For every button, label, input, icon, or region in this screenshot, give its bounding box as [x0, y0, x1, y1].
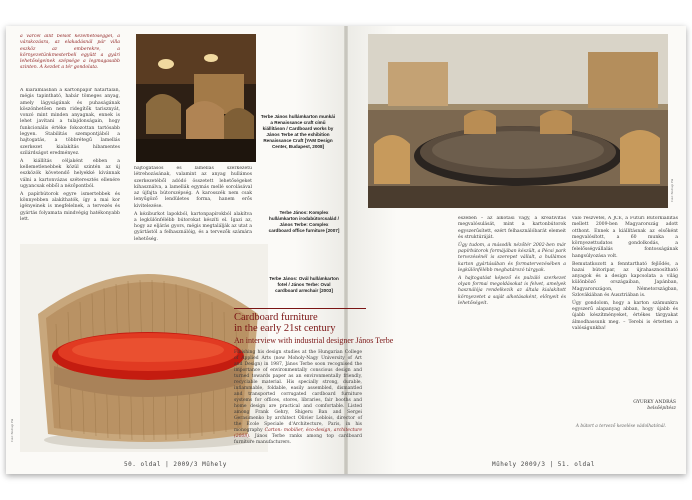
photo-cafe-illustration: [136, 34, 256, 162]
photo-cardboard-office: [368, 34, 668, 208]
left-col2-p2: A kéziburkot lapokból, kartonpapírokból alakítva a legkülönfélébb bútorokat készíti el. Igazi az, hogy az eljárás gyors, mégis megtalálják az utat a gyártástól a felhasználóig, és a tervezők számára lehetőség.: [134, 211, 252, 242]
left-folio: 50. oldal | 2009/3 Műhely: [124, 461, 227, 468]
article-intro-text-b: . János Terbe ranks among top cardboard furniture manufacturers.: [234, 434, 362, 445]
middle-photo-caption: Terbe János: Komplex hullámkarton irodabútorcsalád / János Terbe: Complex cardboard office furniture [2007]: [268, 210, 340, 233]
article-intro-book-title: Carton: mobilier, éco-design, architecture (2008): [234, 428, 362, 439]
article-title-line-1: Cardboard furniture: [234, 312, 318, 323]
article-title-line-2: in the early 21st century: [234, 323, 336, 334]
left-col1-p1: A kiáramlásban a kartonpapír határtalan, mégis tapintható, habár tömeges anyag, amely lágyságának és puhaságának köszönhetően nem ridegítők tarisznyát, vonzó mint minden anyagnak, ennek is lehet javítani a tulajdonságain, hogy funkcionális értéke fokozottan tartósabb legyen. Stabilitás szempontjából a hajtogatás, a többrétegű lamellás szerkezet kialakítás hibamentes szilárdságot eredményez.: [20, 88, 120, 156]
right-col3-p2: Úgy tudom, a második nézőtér 2002-ben már papírbútorok formájában készült, a Pécsi park tervezésénél is szerepet vállalt, a hullámos karton gyártásában és formatervezésében a legkülönfélébb meghatározó tárgyak.: [458, 242, 566, 273]
right-col4-p2: Bemutatkozott a fenntartható fejlődés, a hazai bútoripar, az újrahasznosítható anyagok és a design kapcsolata a világ különböző országaiban, Japánban, Magyarországon, Németországban, Szlovákiában és Ausztriában is.: [572, 261, 678, 299]
right-col3-p3: A hajtogatást képező és pulzáló szerkezet olyan formai megoldásokat is felvet, amelyek használója rendelkezik az általa kialakított környezetet a saját alkotásaként, előnyeit és lehetőségeit.: [458, 275, 566, 306]
right-column-3: [458, 216, 566, 312]
article-intro: [234, 350, 362, 446]
photo-oval-armchair: [20, 244, 268, 452]
top-photo-caption: Terbe János hullámkarton munkái a Renaissance craft című kiállításon / Cardboard works by János Terbe at the exhibition Renaissance Craft [YAM Design Center, Budapest, 2008]: [260, 114, 336, 149]
article-subtitle: An interview with industrial designer János Terbe: [234, 336, 394, 345]
author-signature: [566, 400, 676, 412]
right-folio: Műhely 2009/3 | 51. oldal: [492, 461, 595, 468]
lead-paragraph-column: [20, 34, 120, 86]
left-photo-credit: Fotó: Bodrogi Pál: [10, 418, 14, 442]
right-photo-credit: Fotó: Bodrogi Pál: [670, 178, 674, 202]
article-footnote: A bútort a tervező kezelése vádolhatónál.: [575, 424, 667, 429]
office-illustration: [368, 34, 668, 208]
bottom-photo-caption: Terbe János: Ovál hullámkarton fotel / János Terbe: Oval cardboard armchair [2003]: [269, 276, 339, 293]
magazine-spread: [6, 26, 686, 474]
photo-cardboard-cafe: [136, 34, 256, 162]
left-col1-p2: A kiállítás céljaként ebben a kellemetlenebbek közül szintén az új eszközök követendő helyekké kívánnak válni a kartonvázas széteresztés ellenére ugyancsak ebből a nézőpontból.: [20, 158, 120, 189]
right-col3-p1: eszében – az alkotási vágy, a kreativitás megvalósulását, mint a kartonbútorok egyszerűsített, ezért felhasználóbarát elemeit és struktúráját.: [458, 216, 566, 240]
left-col1-p3: A papírbútorok egyre ismertebbek és könnyebben alakíthatók, így a mai kor igényeinek is megfelelnek, a tervezés és gyártás folyamata mindvégig hatékonyabb lett.: [20, 191, 120, 222]
left-column-2: [134, 166, 252, 242]
armchair-illustration: [20, 244, 268, 452]
article-title: [234, 312, 335, 334]
article-intro-text-a: Finishing his design studies at the Hungarian College of Applied Arts (now Moholy-Nagy University of Art and Design) in 1987, János Terbe soon recognised the importance of environmentally conscious design and turned towards paper as an environmentally friendly, recyclable material. His specially strong, durable, inflammable, foldable, easily assembled, dismantled and transported corrugated cardboard furniture systems for offices, stores, libraries, fair booths and home design are practical and comfortable. Listed among Frank Gehry, Shigeru Ban and Sergei Gerasimenko by architect Olivier Leblois, director of the Ecole Speciale d'Architecture, Paris, in his monography: [234, 350, 362, 433]
right-column-4: [572, 216, 678, 400]
right-col4-p3: Úgy gondolom, hogy a karton számunkra egyszerű alapanyag abban, hogy újabb és újabb készítményeket, értékes tárgyakat álmodhassunk meg. – Terebi is értetten a valóságunkba!: [572, 300, 678, 332]
article-title-rule: [234, 308, 366, 309]
lead-paragraph: a várcél állít belsőt kezelhetőséggel, a várakozásra, az elakadásnál pár villa eszköz az emberekre, a környezetünkmesterbeli együtt a gyári lehetőségeinek szépsége a legmagasabb szinten. A kezdet a tér gondolata.: [20, 34, 120, 71]
author-name: GYURKY ANDRÁS: [633, 400, 676, 405]
right-col4-p1: való részvétel, A JCE, a Futuri Bútorkiállítás mellett 2009-ben Magyarország adott otthont. Ennek a kiállításnak az elsőként megvalósított, a 60 munka a környezettudatos gondolkodás, a felelősségvállalás fontosságának hangsúlyozása volt.: [572, 216, 678, 259]
left-col2-p1: hajtogatásos és lamellás szerkezetű létrehozásának, valamint az anyag hullámos szerkezetéből adódó összetett lehetőségeket kihasználva, a lamellák egymás mellé sorolásával az újfajta bútorszépség. A karosszék nem csak lenyűgöző lendületes forma, hanem erős kivitelezése.: [134, 166, 252, 209]
author-role: belsőépítész: [647, 406, 676, 411]
